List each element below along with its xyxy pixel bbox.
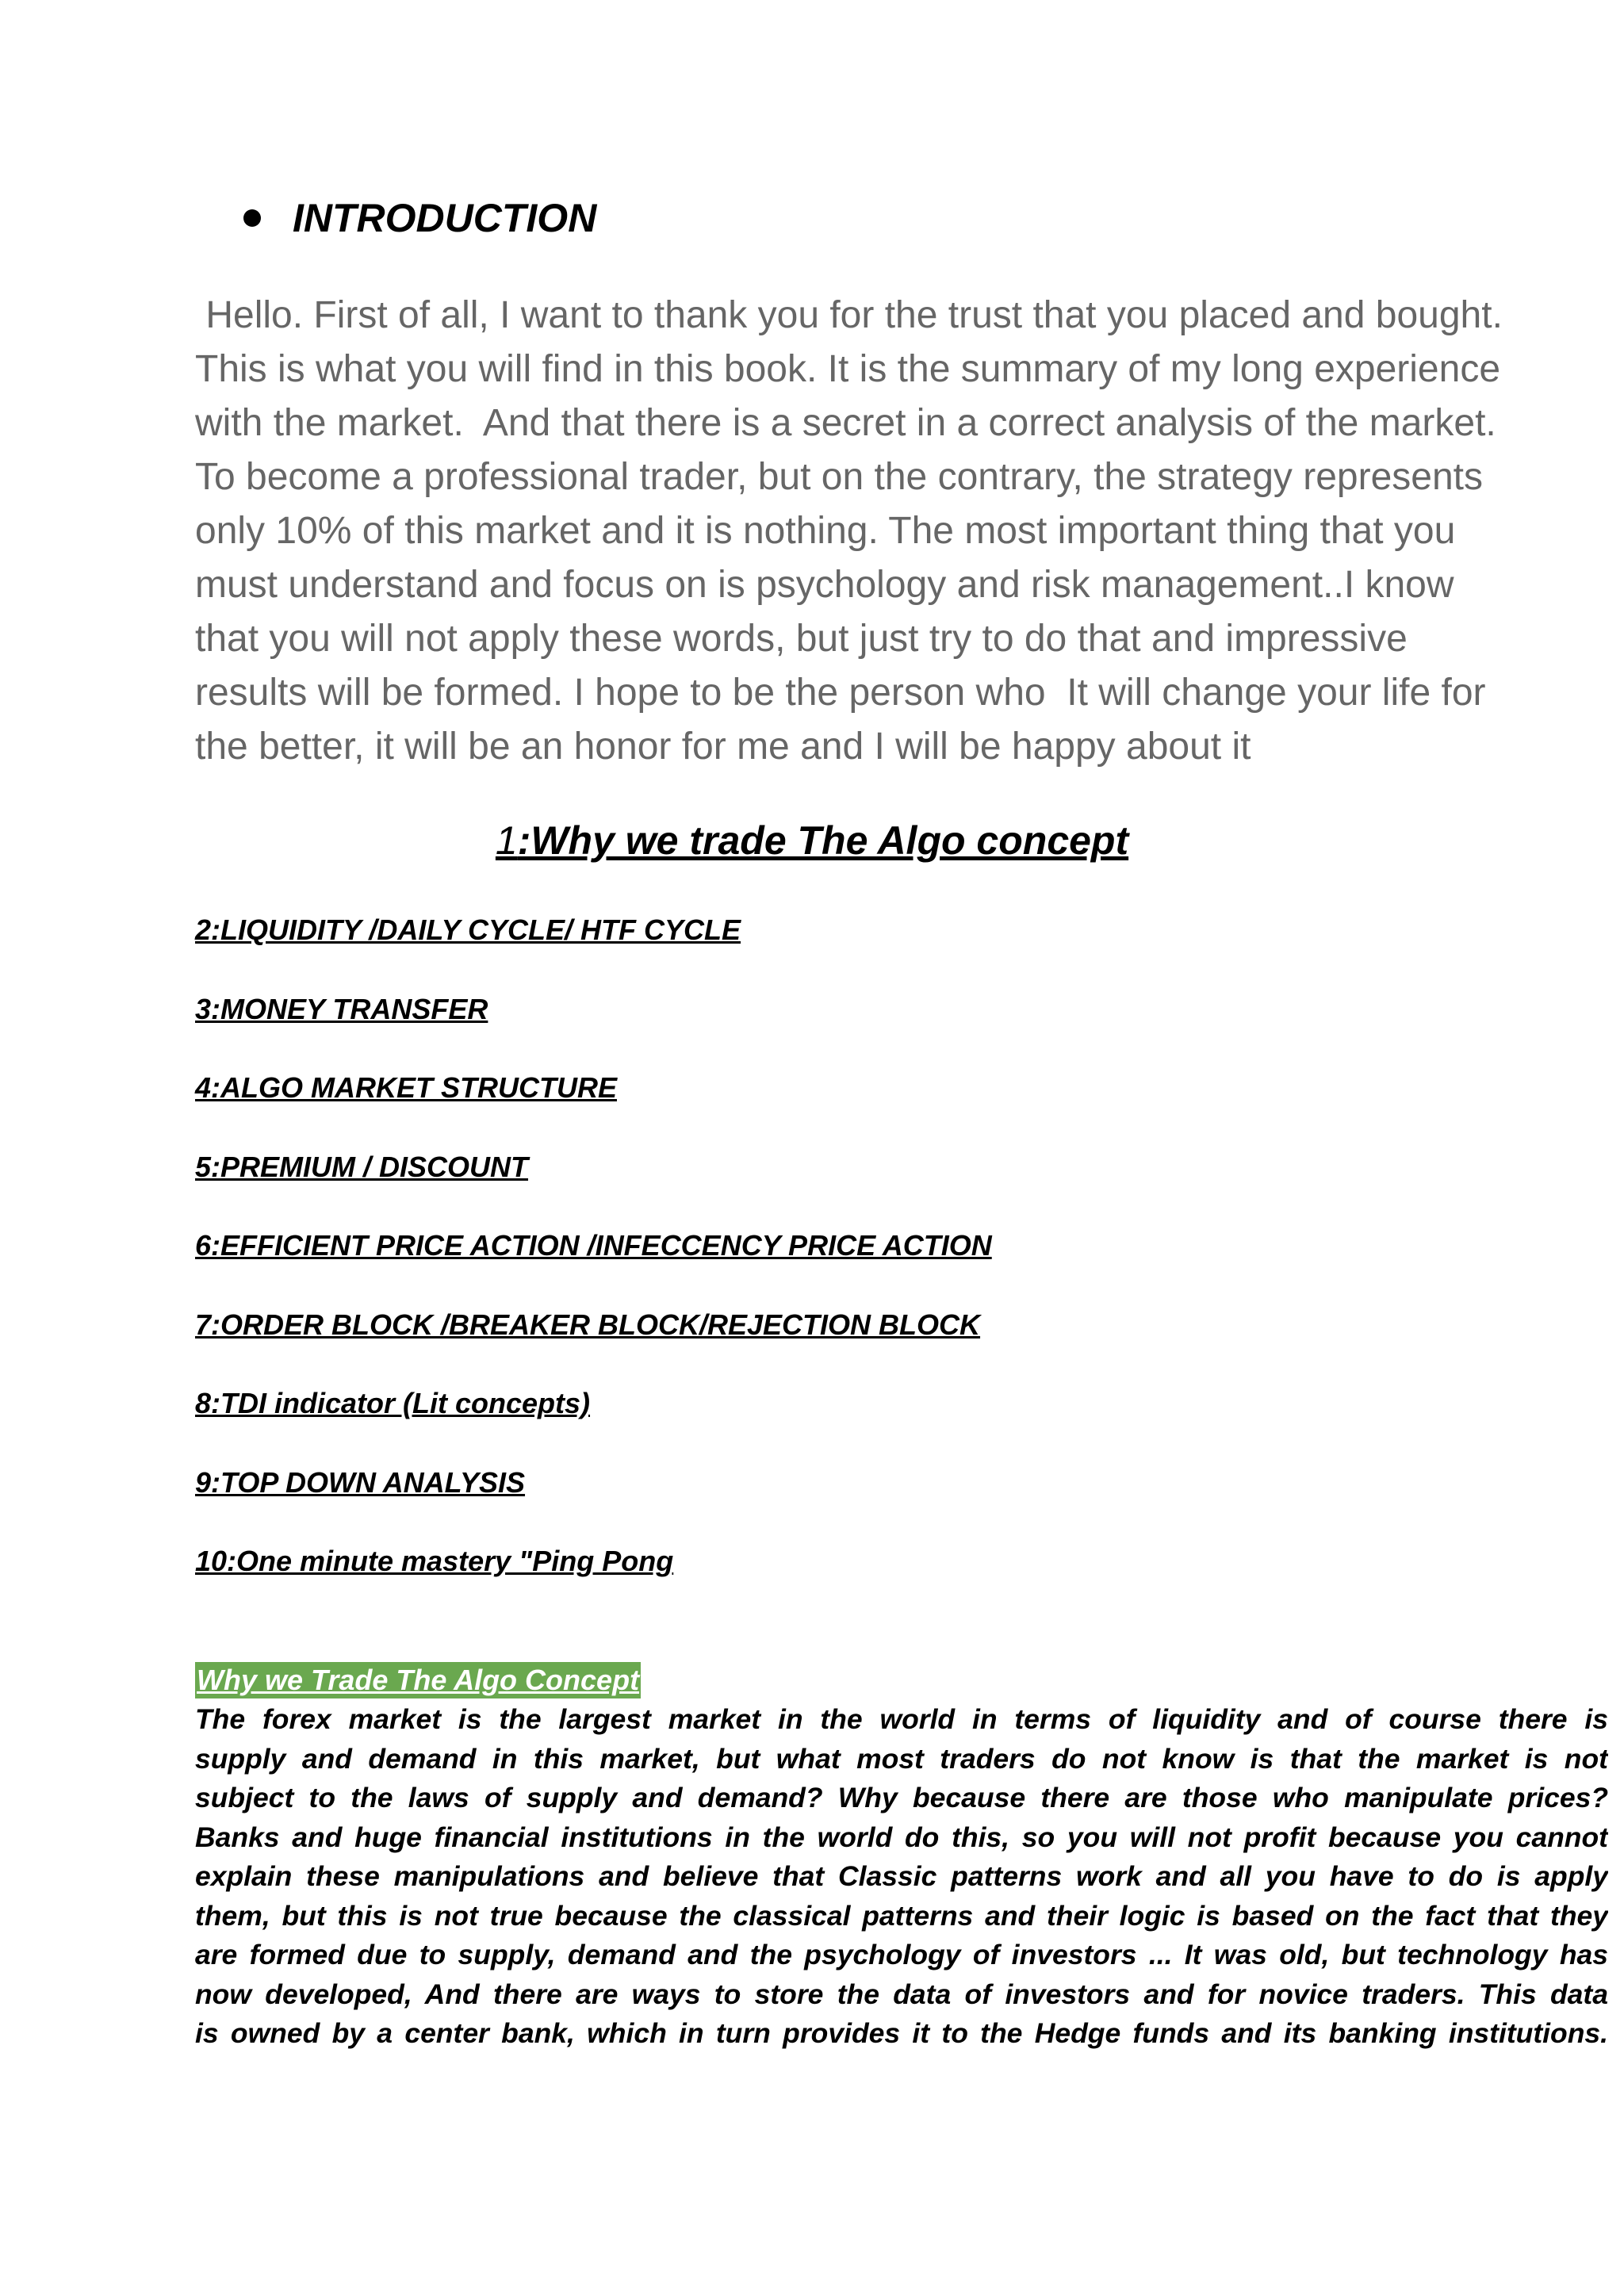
chapter-title: :Why we trade The Algo concept [517,818,1129,863]
toc-item: 2:LIQUIDITY /DAILY CYCLE/ HTF CYCLE [195,913,741,946]
bullet-icon [243,209,261,227]
section-line: supply and demand in this market, but what most traders do not know is that the market is not [195,1742,1608,1775]
intro-line: that you will not apply these words, but just try to do that and impressive [195,618,1408,660]
intro-heading [243,194,596,242]
toc-item: 3:MONEY TRANSFER [195,992,488,1025]
section-title: Why we Trade The Algo Concept [195,1662,641,1698]
section-paragraph [195,1700,1608,2054]
chapter-heading [0,814,1624,867]
section-line: The forex market is the largest market in the world in terms of liquidity and of course there is [195,1703,1608,1735]
intro-line: This is what you will find in this book. It is the summary of my long experience [195,348,1501,390]
intro-line: only 10% of this market and it is nothing. The most important thing that you [195,510,1456,552]
section-line: are formed due to supply, demand and the psychology of investors ... It was old, but technology has [195,1939,1608,1970]
intro-line: the better, it will be an honor for me and I will be happy about it [195,726,1251,768]
toc-item: 7:ORDER BLOCK /BREAKER BLOCK/REJECTION BLOCK [195,1308,981,1341]
section-line: is owned by a center bank, which in turn provides it to the Hedge funds and its banking institutions. [195,2017,1608,2049]
table-of-contents [195,909,992,1619]
intro-paragraph [195,289,1614,774]
section-line: them, but this is not true because the classical patterns and their logic is based on the fact that they [195,1899,1608,1932]
toc-item: 4:ALGO MARKET STRUCTURE [195,1071,617,1104]
toc-item: 10:One minute mastery "Ping Pong [195,1545,674,1577]
toc-item: 6:EFFICIENT PRICE ACTION /INFECCENCY PRICE ACTION [195,1229,992,1262]
intro-line: Hello. First of all, I want to thank you for the trust that you placed and bought. [195,294,1503,336]
intro-line: results will be formed. I hope to be the person who It will change your life for [195,672,1486,714]
chapter-number: 1 [495,818,518,863]
toc-item: 5:PREMIUM / DISCOUNT [195,1150,529,1183]
toc-item: 9:TOP DOWN ANALYSIS [195,1465,526,1499]
section-line: subject to the laws of supply and demand? Why because there are those who manipulate prices? [195,1782,1608,1813]
toc-item: 8:TDI indicator (Lit concepts) [195,1387,591,1419]
intro-line: with the market. And that there is a secret in a correct analysis of the market. [195,402,1496,444]
section-line: now developed, And there are ways to store the data of investors and for novice traders. This data [195,1978,1608,2010]
section-line: Banks and huge financial institutions in the world do this, so you will not profit because you cannot [195,1821,1608,1853]
intro-line: To become a professional trader, but on the contrary, the strategy represents [195,456,1484,498]
intro-title: INTRODUCTION [293,196,597,240]
intro-line: must understand and focus on is psychology and risk management..I know [195,564,1454,606]
section-line: explain these manipulations and believe that Classic patterns work and all you have to do is apply [195,1860,1608,1892]
